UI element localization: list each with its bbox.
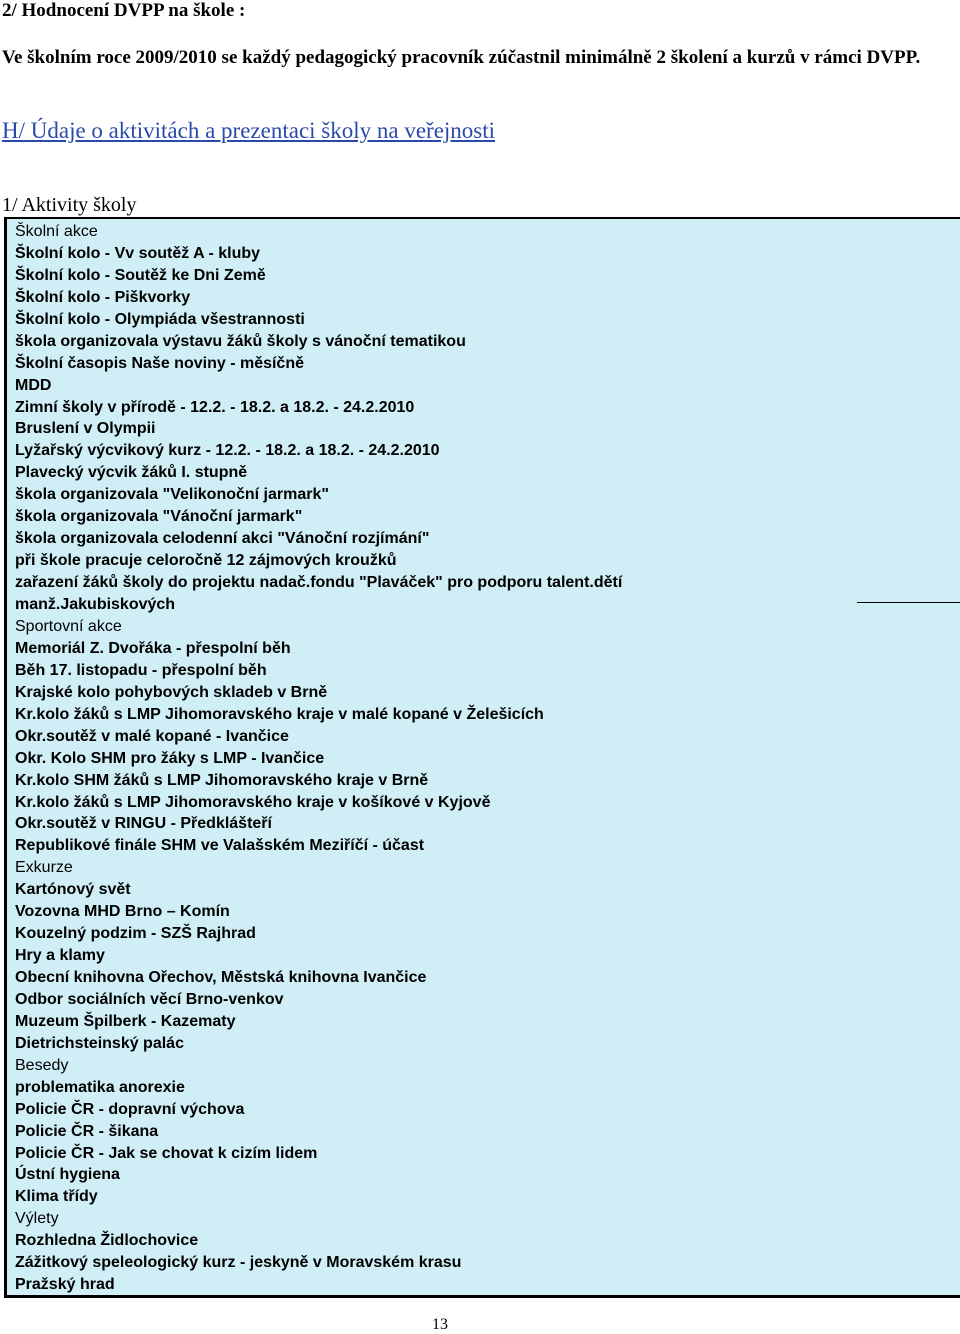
list-item: Lyžařský výcvikový kurz - 12.2. - 18.2. a 18.2. - 24.2.2010 — [15, 442, 440, 460]
list-item: Kr.kolo žáků s LMP Jihomoravského kraje v malé kopané v Želešicích — [15, 705, 544, 723]
list-item: Pražský hrad — [15, 1276, 115, 1294]
list-item: Školní kolo - Piškvorky — [15, 288, 191, 306]
list-item: Školní kolo - Vv soutěž A - kluby — [15, 244, 261, 262]
list-item: Školní časopis Naše noviny - měsíčně — [15, 354, 304, 372]
list-item: Plavecký výcvik žáků I. stupně — [15, 464, 248, 482]
list-item: škola organizovala "Vánoční jarmark" — [15, 508, 303, 526]
activities-list — [15, 221, 960, 1296]
intro-paragraph: Ve školním roce 2009/2010 se každý pedagogický pracovník zúčastnil minimálně 2 školení a kurzů v rámci DVPP. — [2, 47, 921, 68]
list-item: Kr.kolo žáků s LMP Jihomoravského kraje v košíkové v Kyjově — [15, 793, 491, 811]
cell-underline — [857, 602, 960, 603]
list-item: Běh 17. listopadu - přespolní běh — [15, 661, 267, 679]
category-heading: Exkurze — [15, 859, 73, 877]
category-heading: Sportovní akce — [15, 618, 122, 635]
list-item: Dietrichsteinský palác — [15, 1034, 184, 1052]
list-item: Klima třídy — [15, 1188, 98, 1206]
list-item: Zimní školy v přírodě - 12.2. - 18.2. a 18.2. - 24.2.2010 — [15, 398, 415, 416]
subsection-aktivity-skoly: 1/ Aktivity školy — [2, 194, 137, 216]
list-item: Muzeum Špilberk - Kazematy — [15, 1012, 236, 1030]
list-item: škola organizovala celodenní akci "Vánoční rozjímání" — [15, 530, 430, 548]
list-item: Policie ČR - Jak se chovat k cizím lidem — [15, 1144, 318, 1162]
list-item: Policie ČR - šikana — [15, 1122, 159, 1140]
list-item: Kr.kolo SHM žáků s LMP Jihomoravského kraje v Brně — [15, 771, 429, 789]
list-item: Okr. Kolo SHM pro žáky s LMP - Ivančice — [15, 749, 325, 767]
list-item: škola organizovala "Velikonoční jarmark" — [15, 486, 329, 504]
list-item: Vozovna MHD Brno – Komín — [15, 903, 230, 921]
category-heading: Výlety — [15, 1210, 59, 1228]
list-item: Odbor sociálních věcí Brno-venkov — [15, 990, 284, 1008]
list-item: Krajské kolo pohybových skladeb v Brně — [15, 683, 328, 701]
section-heading-h: H/ Údaje o aktivitách a prezentaci školy na veřejnosti — [2, 118, 496, 143]
list-item: Ústní hygiena — [15, 1166, 120, 1184]
list-item: Zážitkový speleologický kurz - jeskyně v Moravském krasu — [15, 1254, 462, 1272]
list-item: Okr.soutěž v RINGU - Předklášteří — [15, 815, 272, 833]
activities-table — [4, 217, 960, 1298]
list-item: při škole pracuje celoročně 12 zájmových kroužků — [15, 552, 397, 570]
list-item: Policie ČR - dopravní výchova — [15, 1100, 245, 1118]
list-item: Bruslení v Olympii — [15, 420, 156, 438]
list-item: Republikové finále SHM ve Valašském Meziříčí - účast — [15, 837, 425, 855]
list-item: Memoriál Z. Dvořáka - přespolní běh — [15, 639, 291, 657]
list-item: problematika anorexie — [15, 1078, 185, 1096]
page-number: 13 — [432, 1316, 448, 1333]
category-heading: Besedy — [15, 1056, 69, 1074]
list-item: Školní kolo - Soutěž ke Dni Země — [15, 266, 266, 284]
list-item: Kouzelný podzim - SZŠ Rajhrad — [15, 925, 256, 943]
list-item: Školní kolo - Olympiáda všestrannosti — [15, 310, 305, 328]
list-item: Obecní knihovna Ořechov, Městská knihovna Ivančice — [15, 969, 427, 986]
list-item: Okr.soutěž v malé kopané - Ivančice — [15, 727, 289, 745]
list-item: Kartónový svět — [15, 881, 131, 899]
heading-hodnoceni-dvpp: 2/ Hodnocení DVPP na škole : — [2, 0, 246, 21]
list-item: MDD — [15, 376, 52, 394]
category-heading: Školní akce — [15, 223, 98, 240]
list-item: Hry a klamy — [15, 947, 105, 965]
list-item: Rozhledna Židlochovice — [15, 1232, 199, 1250]
list-item: zařazení žáků školy do projektu nadač.fondu "Plaváček" pro podporu talent.dětí manž.Jakubiskových — [15, 572, 715, 616]
list-item: škola organizovala výstavu žáků školy s vánoční tematikou — [15, 332, 466, 350]
